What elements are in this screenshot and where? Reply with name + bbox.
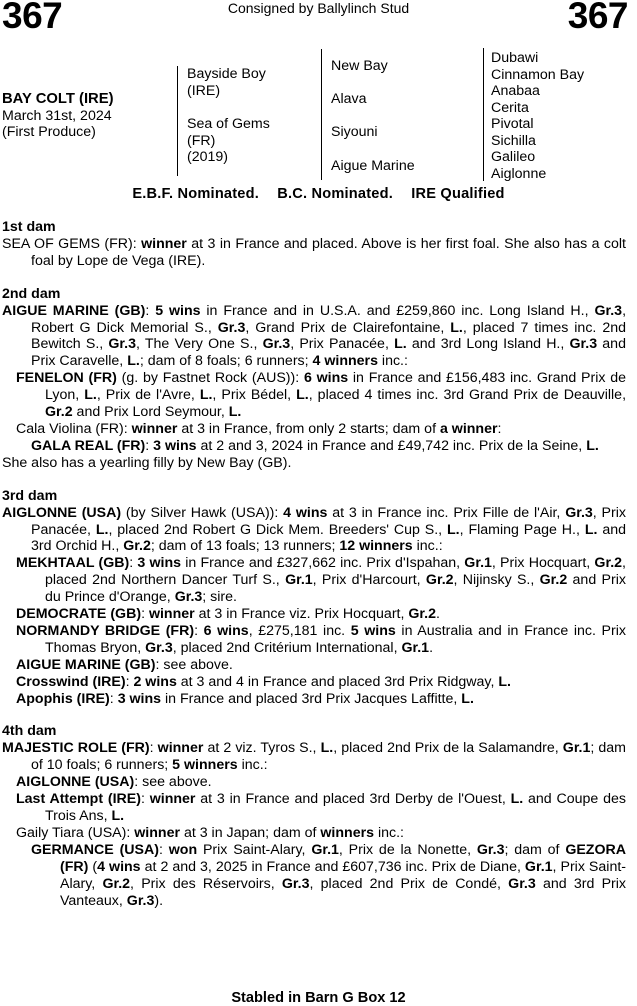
- section-heading: 2nd dam: [2, 285, 61, 302]
- produce-entry: Gaily Tiara (USA): winner at 3 in Japan; dam of winners inc.:: [16, 824, 404, 841]
- lot-number-right: 367: [567, 0, 628, 36]
- consignor: Consigned by Ballylinch Stud: [227, 0, 410, 16]
- dam4-entry: MAJESTIC ROLE (FR): winner at 2 viz. Tyros S., L., placed 2nd Prix de la Salamandre, Gr.1; dam of 10 foals; 6 runners; 5 winners inc.:: [2, 740, 626, 774]
- section-heading: 3rd dam: [2, 487, 58, 504]
- produce-entry: NORMANDY BRIDGE (FR): 6 wins, £275,181 inc. 5 wins in Australia and in France inc. Prix Thomas Bryon, Gr.3, placed 2nd Critérium International, Gr.1.: [16, 622, 626, 656]
- dam1-entry: SEA OF GEMS (FR): winner at 3 in France and placed. Above is her first foal. She also has a colt foal by Lope de Vega (IRE).: [2, 235, 626, 269]
- produce-entry: GERMANCE (USA): won Prix Saint-Alary, Gr.1, Prix de la Nonette, Gr.3; dam of GEZORA (FR) (4 wins at 2 and 3, 2025 in France and £607,736 inc. Prix de Diane, Gr.1, Prix Saint-Alary, Gr.2, Prix des Réservoirs, Gr.3, placed 2nd Prix de Condé, Gr.3 and 3rd Prix Vanteaux, Gr.3).: [31, 841, 627, 909]
- horse-details: [2, 91, 114, 141]
- produce-entry: AIGLONNE (USA): see above.: [16, 774, 212, 791]
- stabling-info: Stabled in Barn G Box 12: [231, 990, 406, 1006]
- pedigree-gen3: Dubawi Cinnamon Bay Anabaa Cerita Pivotal Sichilla Galileo Aiglonne: [491, 50, 585, 182]
- pedigree-sire-dam: Alava: [331, 91, 367, 107]
- bc-nomination: B.C. Nominated.: [277, 186, 393, 202]
- produce-entry: AIGUE MARINE (GB): see above.: [16, 656, 233, 673]
- pedigree-line-1: [177, 66, 178, 176]
- foaled-date: March 31st, 2024: [2, 107, 112, 124]
- lot-number-left: 367: [2, 0, 63, 36]
- horse-name: BAY COLT (IRE): [2, 91, 114, 107]
- note-entry: She also has a yearling filly by New Bay (GB).: [2, 454, 292, 471]
- pedigree-sire: Bayside Boy (IRE): [187, 66, 266, 99]
- pedigree-line-3: [483, 48, 484, 181]
- produce-note: (First Produce): [2, 124, 96, 140]
- dam2-entry: AIGUE MARINE (GB): 5 wins in France and in U.S.A. and £259,860 inc. Long Island H., Gr.3, Robert G Dick Memorial S., Gr.3, Grand Prix de Clairefontaine, L., placed 7 times inc. 2nd Bewitch S., Gr.3, The Very One S., Gr.3, Prix Panacée, L. and 3rd Long Island H., Gr.3 and Prix Caravelle, L.; dam of 8 foals; 6 runners; 4 winners inc.:: [2, 302, 627, 370]
- produce-entry: Apophis (IRE): 3 wins in France and placed 3rd Prix Jacques Laffitte, L.: [16, 690, 474, 707]
- produce-entry: Cala Violina (FR): winner at 3 in France, from only 2 starts; dam of a winner:: [16, 420, 502, 437]
- pedigree-dam-dam: Aigue Marine: [331, 158, 415, 174]
- pedigree-dam-sire: Siyouni: [331, 124, 378, 140]
- produce-entry: Last Attempt (IRE): winner at 3 in France and placed 3rd Derby de l'Ouest, L. and Coupe des Trois Ans, L.: [16, 791, 626, 824]
- pedigree-sire-sire: New Bay: [331, 58, 388, 74]
- pedigree-dam: Sea of Gems (FR) (2019): [187, 116, 270, 165]
- pedigree-line-2: [321, 49, 322, 180]
- section-heading: 1st dam: [2, 219, 56, 235]
- dam3-entry: AIGLONNE (USA) (by Silver Hawk (USA)): 4 wins at 3 in France inc. Prix Fille de l'Air, Gr.3, Prix Panacée, L., placed 2nd Robert G Dick Mem. Breeders' Cup S., L., Flaming Page H., L. and 3rd Orchid H., Gr.2; dam of 13 foals; 13 runners; 12 winners inc.:: [2, 504, 626, 555]
- nominations: [0, 186, 637, 202]
- produce-entry: DEMOCRATE (GB): winner at 3 in France viz. Prix Hocquart, Gr.2.: [16, 606, 440, 623]
- produce-entry: MEKHTAAL (GB): 3 wins in France and £327,662 inc. Prix d'Ispahan, Gr.1, Prix Hocquart, Gr.2, placed 2nd Northern Dancer Turf S., Gr.1, Prix d'Harcourt, Gr.2, Nijinsky S., Gr.2 and Prix du Prince d'Orange, Gr.3; sire.: [16, 555, 626, 606]
- section-heading: 4th dam: [2, 723, 57, 740]
- produce-entry: Crosswind (IRE): 2 wins at 3 and 4 in France and placed 3rd Prix Ridgway, L.: [16, 673, 511, 690]
- ebf-nomination: E.B.F. Nominated.: [132, 186, 259, 202]
- produce-entry: GALA REAL (FR): 3 wins at 2 and 3, 2024 in France and £49,742 inc. Prix de la Seine, L.: [31, 437, 599, 454]
- catalogue-text: [2, 219, 626, 909]
- ire-qualified: IRE Qualified: [411, 186, 505, 202]
- produce-entry: FENELON (FR) (g. by Fastnet Rock (AUS)): 6 wins in France and £156,483 inc. Grand Prix de Lyon, L., Prix de l'Avre, L., Prix Bédel, L., placed 4 times inc. 3rd Grand Prix de Deauville, Gr.2 and Prix Lord Seymour, L.: [16, 370, 627, 421]
